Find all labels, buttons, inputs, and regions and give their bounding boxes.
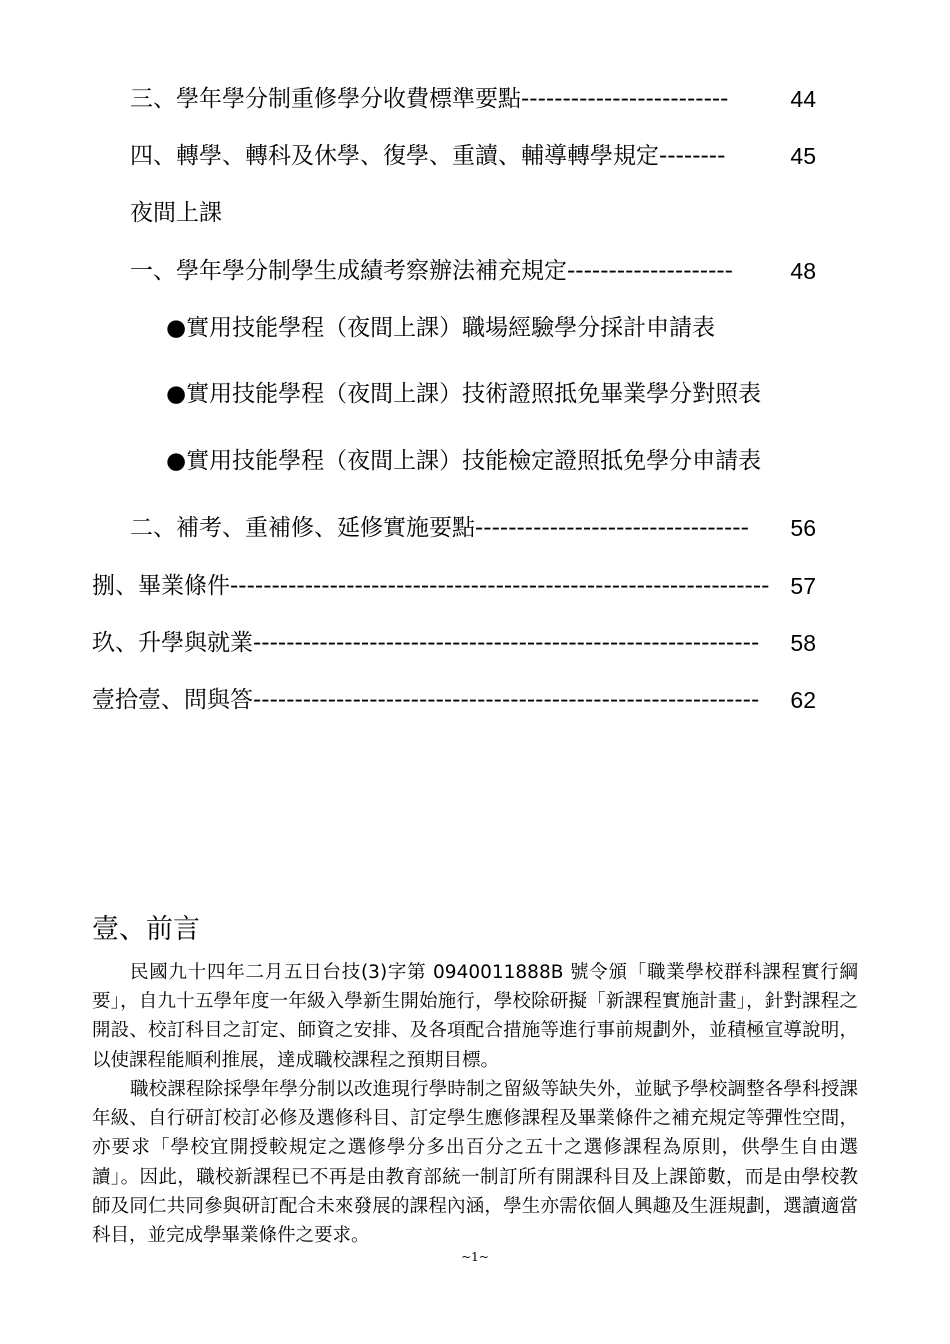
page-number: ~1~: [461, 1250, 489, 1264]
toc-item: [92, 571, 816, 601]
toc-item-text: ●實用技能學程（夜間上課）職場經驗學分採計申請表: [166, 315, 716, 341]
toc-item-page: 56: [790, 515, 816, 541]
toc-item: [130, 513, 816, 543]
toc-bullet-item: [166, 446, 761, 476]
toc-item-page: 62: [790, 687, 816, 713]
toc-item-text: 玖、升學與就業-------------------------------------------------------------: [92, 630, 760, 656]
body-paragraph: 職校課程除採學年學分制以改進現行學時制之留級等缺失外，並賦予學校調整各學科授課年級、自行研訂校訂必修及選修科目、訂定學生應修課程及畢業條件之補充規定等彈性空間，亦要求「學校宜開授較規定之選修學分多出百分之五十之選修課程為原則，供學生自由選讀」。因此，職校新課程已不再是由教育部統一制訂所有開課科目及上課節數，而是由學校教師及同仁共同參與研訂配合未來發展的課程內涵，學生亦需依個人興趣及生涯規劃，選讀適當科目，並完成學畢業條件之要求。: [92, 1079, 858, 1247]
toc-item-text: 夜間上課: [130, 200, 222, 226]
toc-item: [92, 685, 816, 715]
toc-item-page: 48: [790, 258, 816, 284]
toc-bullet-item: [166, 379, 761, 409]
toc-item: [130, 256, 816, 286]
toc-item-text: ●實用技能學程（夜間上課）技能檢定證照抵免學分申請表: [166, 448, 762, 474]
toc-item-page: 57: [790, 573, 816, 599]
toc-item: [92, 628, 816, 658]
section-heading: 壹、前言: [92, 914, 200, 945]
toc-item-text: 三、學年學分制重修學分收費標準要點-------------------------: [130, 86, 729, 112]
toc-bullet-item: [166, 313, 715, 343]
toc-item-text: 捌、畢業條件-----------------------------------------------------------------: [92, 573, 770, 599]
toc-item-text: 二、補考、重補修、延修實施要點---------------------------------: [130, 515, 749, 541]
toc-subheading: [130, 198, 222, 228]
toc-item: [130, 141, 816, 171]
toc-item-text: 一、學年學分制學生成績考察辦法補充規定--------------------: [130, 258, 733, 284]
toc-item-page: 45: [790, 143, 816, 169]
toc-item-text: 壹拾壹、問與答-------------------------------------------------------------: [92, 687, 760, 713]
toc-item: [130, 84, 816, 114]
toc-item-text: ●實用技能學程（夜間上課）技術證照抵免畢業學分對照表: [166, 381, 762, 407]
body-paragraph: 民國九十四年二月五日台技(3)字第 0940011888B 號令頒「職業學校群科課程實行綱要」，自九十五學年度一年級入學新生開始施行，學校除研擬「新課程實施計畫」，針對課程之開設、校訂科目之訂定、師資之安排、及各項配合措施等進行事前規劃外，並積極宣導說明，以使課程能順利推展，達成職校課程之預期目標。: [92, 962, 858, 1071]
toc-item-text: 四、轉學、轉科及休學、復學、重讀、輔導轉學規定--------: [130, 143, 726, 169]
toc-item-page: 44: [790, 86, 816, 112]
toc-item-page: 58: [790, 630, 816, 656]
